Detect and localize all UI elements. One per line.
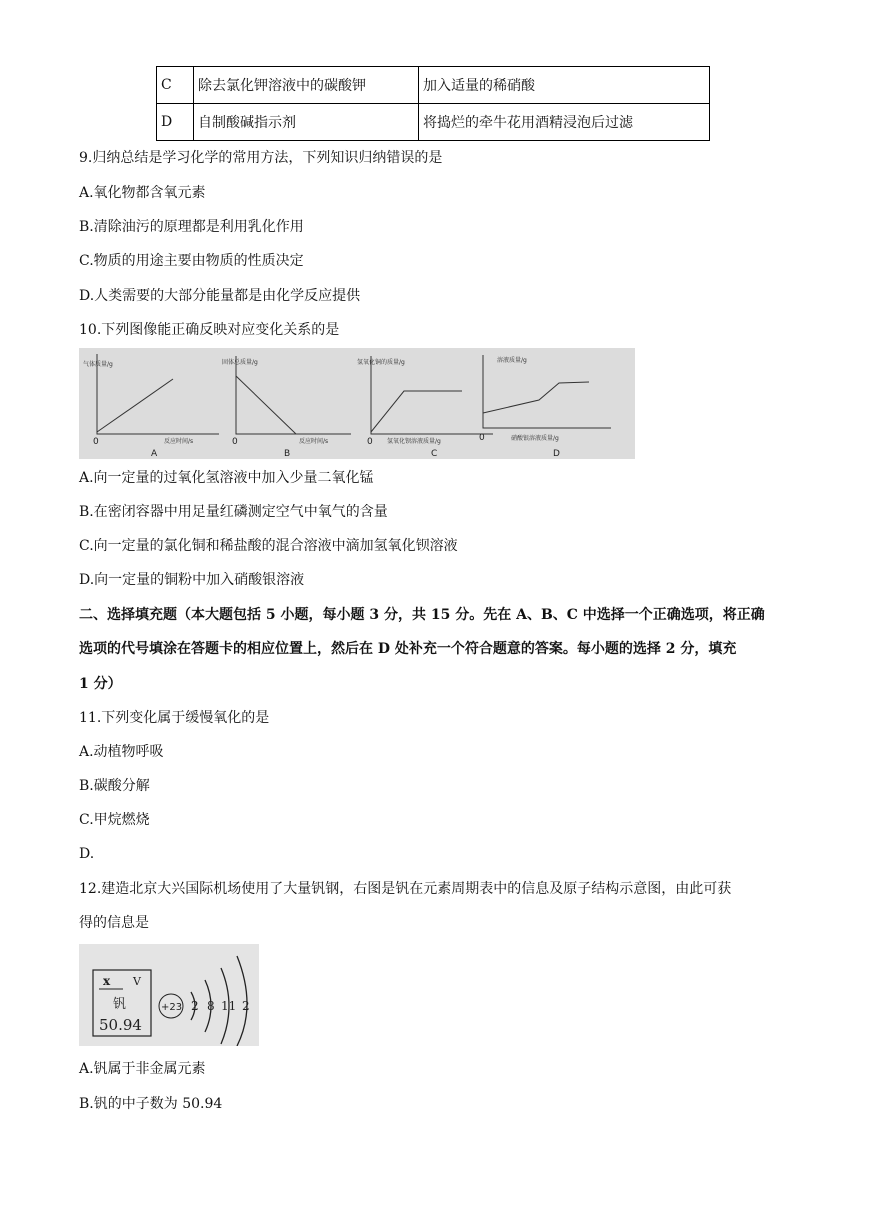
nucleus-charge: +23 <box>161 1002 183 1013</box>
graph-b-ylabel: 固体总质量/g <box>222 359 258 366</box>
element-number: x <box>103 974 111 988</box>
graph-a-axes <box>97 354 219 434</box>
graph-c-origin: 0 <box>367 437 373 447</box>
graph-d-label: D <box>553 449 560 459</box>
section2-heading-line3: 1 分） <box>79 676 122 692</box>
graph-b-xlabel: 反应时间/s <box>299 438 329 445</box>
q9-option-a: A.氧化物都含氧元素 <box>79 185 206 201</box>
graph-c-curve <box>371 391 462 432</box>
vanadium-svg <box>79 944 259 1046</box>
q10-option-c: C.向一定量的氯化铜和稀盐酸的混合溶液中滴加氢氧化钡溶液 <box>79 538 458 554</box>
q11-option-c: C.甲烷燃烧 <box>79 812 150 828</box>
graph-c-axes <box>371 356 493 434</box>
q9-stem: 9.归纳总结是学习化学的常用方法，下列知识归纳错误的是 <box>79 150 443 166</box>
graph-a-label: A <box>151 449 158 459</box>
q11-option-b: B.碳酸分解 <box>79 778 150 794</box>
q9-option-b: B.清除油污的原理都是利用乳化作用 <box>79 219 304 235</box>
graph-a-curve <box>97 379 173 432</box>
q10-graphs-svg <box>79 348 635 459</box>
row-key: D <box>157 104 194 141</box>
graph-c-label: C <box>431 449 438 459</box>
vanadium-image <box>79 944 259 1046</box>
shell-1: 2 <box>191 999 199 1013</box>
graph-d-origin: 0 <box>479 433 485 443</box>
q9-option-d: D.人类需要的大部分能量都是由化学反应提供 <box>79 288 361 304</box>
table-row <box>157 104 710 141</box>
row-key: C <box>157 67 194 104</box>
graph-a-ylabel: 气体质量/g <box>83 361 113 368</box>
element-mass: 50.94 <box>99 1016 142 1034</box>
shell-4: 2 <box>242 999 250 1013</box>
q12-option-a: A.钒属于非金属元素 <box>79 1061 206 1077</box>
row-purpose: 自制酸碱指示剂 <box>194 104 419 141</box>
element-symbol: V <box>133 975 141 988</box>
row-purpose: 除去氯化钾溶液中的碳酸钾 <box>194 67 419 104</box>
q11-option-d: D. <box>79 846 95 862</box>
q10-option-a: A.向一定量的过氧化氢溶液中加入少量二氧化锰 <box>79 470 374 486</box>
graph-b-curve <box>236 376 296 434</box>
graph-d-xlabel: 硝酸银溶液质量/g <box>511 435 559 442</box>
q11-stem: 11.下列变化属于缓慢氧化的是 <box>79 710 270 726</box>
q9-option-c: C.物质的用途主要由物质的性质决定 <box>79 253 304 269</box>
graph-d-ylabel: 溶液质量/g <box>497 357 527 364</box>
row-method: 加入适量的稀硝酸 <box>419 67 710 104</box>
q12-stem-line1: 12.建造北京大兴国际机场使用了大量钒钢，右图是钒在元素周期表中的信息及原子结构示意图，由此可获 <box>79 881 732 897</box>
experiment-table <box>156 66 710 141</box>
graph-d-curve <box>483 382 589 413</box>
graph-a-xlabel: 反应时间/s <box>164 438 194 445</box>
section2-heading-line2: 选项的代号填涂在答题卡的相应位置上，然后在 D 处补充一个符合题意的答案。每小题的选择 2 分，填充 <box>79 641 737 657</box>
graph-b-label: B <box>284 449 291 459</box>
q10-option-b: B.在密闭容器中用足量红磷测定空气中氧气的含量 <box>79 504 388 520</box>
graph-b-origin: 0 <box>232 437 238 447</box>
table-row <box>157 67 710 104</box>
graph-c-xlabel: 氢氧化钡溶液质量/g <box>387 438 441 445</box>
q12-option-b: B.钒的中子数为 50.94 <box>79 1096 223 1112</box>
graph-a-origin: 0 <box>93 437 99 447</box>
shell-2: 8 <box>207 999 215 1013</box>
q12-stem-line2: 得的信息是 <box>79 915 149 931</box>
graph-d-axes <box>483 355 611 428</box>
row-method: 将捣烂的牵牛花用酒精浸泡后过滤 <box>419 104 710 141</box>
q10-option-d: D.向一定量的铜粉中加入硝酸银溶液 <box>79 572 305 588</box>
section2-heading-line1: 二、选择填充题（本大题包括 5 小题，每小题 3 分，共 15 分。先在 A、B、C 中选择一个正确选项，将正确 <box>79 607 765 623</box>
element-name: 钒 <box>113 997 127 1012</box>
q10-graphs-image <box>79 348 635 459</box>
shell-3: 11 <box>221 999 237 1013</box>
graph-c-ylabel: 氢氧化铜的质量/g <box>357 359 405 366</box>
graph-b-axes <box>236 356 351 434</box>
q11-option-a: A.动植物呼吸 <box>79 744 164 760</box>
q10-stem: 10.下列图像能正确反映对应变化关系的是 <box>79 322 340 338</box>
